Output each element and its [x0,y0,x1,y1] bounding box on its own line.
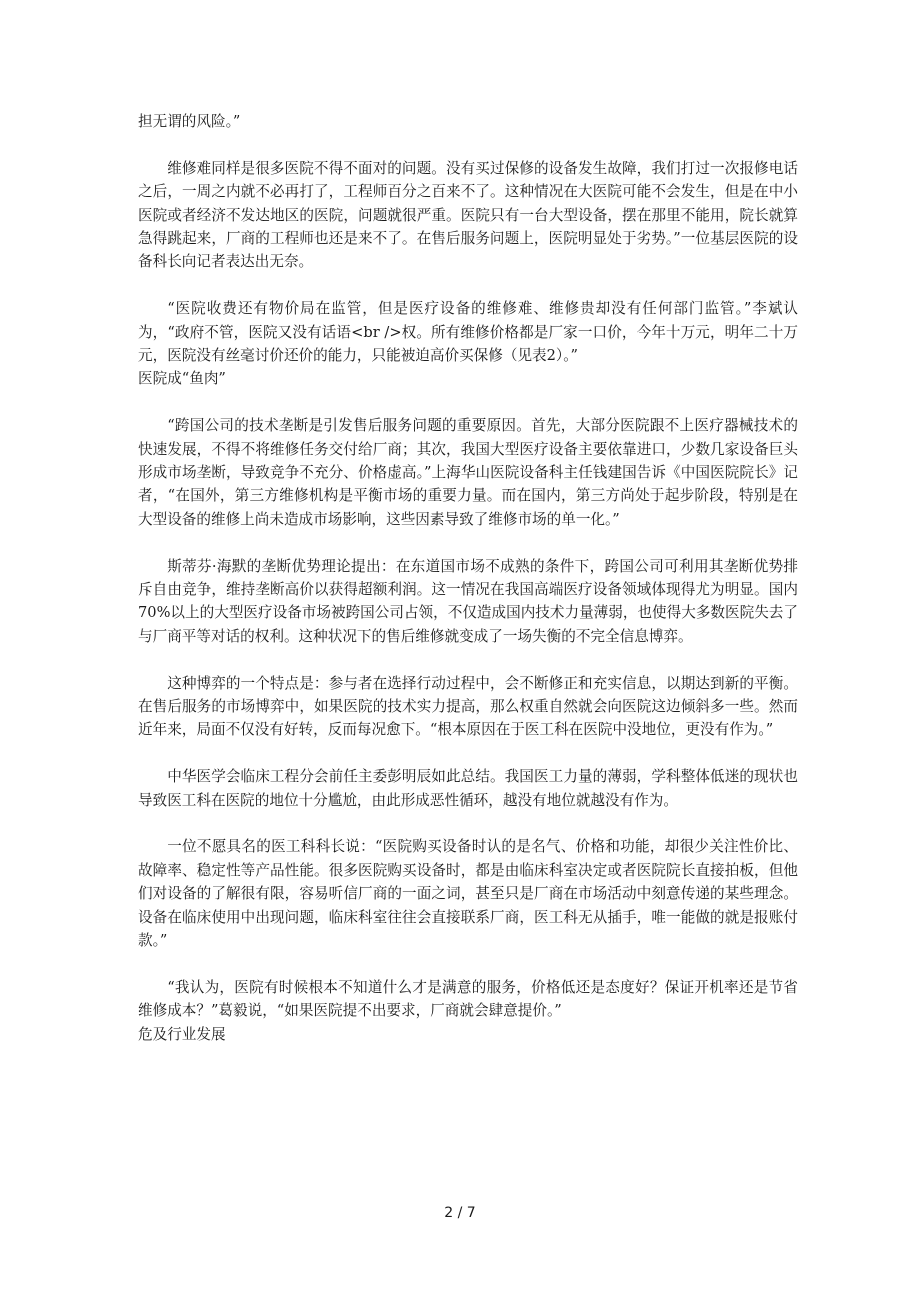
paragraph-5: 斯蒂芬·海默的垄断优势理论提出：在东道国市场不成熟的条件下，跨国公司可利用其垄断优势排斥自由竞争，维持垄断高价以获得超额利润。这一情况在我国高端医疗设备领域体现得尤为明显。国内70%以上的大型医疗设备市场被跨国公司占领，不仅造成国内技术力量薄弱，也使得大多数医院失去了与厂商平等对话的权利。这种状况下的售后维修就变成了一场失衡的不完全信息博弈。 [138,557,798,645]
paragraph-3: “医院收费还有物价局在监管，但是医疗设备的维修难、维修贵却没有任何部门监管。”李斌认为，“政府不管，医院又没有话语<br />权。所有维修价格都是厂家一口价，今年十万元，明年二十万元，医院没有丝毫讨价还价的能力，只能被迫高价买保修（见表2）。” [138,300,798,365]
paragraph-9: “我认为，医院有时候根本不知道什么才是满意的服务，价格低还是态度好？保证开机率还是节省维修成本？”葛毅说，“如果医院提不出要求，厂商就会肆意提价。” [138,978,798,1020]
paragraph-2: 维修难同样是很多医院不得不面对的问题。没有买过保修的设备发生故障，我们打过一次报修电话之后，一周之内就不必再打了，工程师百分之百来不了。这种情况在大医院可能不会发生，但是在中小医院或者经济不发达地区的医院，问题就很严重。医院只有一台大型设备，摆在那里不能用，院长就算急得跳起来，厂商的工程师也还是来不了。在售后服务问题上，医院明显处于劣势。”一位基层医院的设备科长向记者表达出无奈。 [138,159,798,271]
paragraph-6: 这种博弈的一个特点是：参与者在选择行动过程中，会不断修正和充实信息，以期达到新的平衡。在售后服务的市场博弈中，如果医院的技术实力提高，那么权重自然就会向医院这边倾斜多一些。然而近年来，局面不仅没有好转，反而每况愈下。“根本原因在于医工科在医院中没地位，更没有作为。” [138,674,798,739]
section-heading-fish-meat: 医院成“鱼肉” [138,370,226,388]
paragraph-4: “跨国公司的技术垄断是引发售后服务问题的重要原因。首先，大部分医院跟不上医疗器械技术的快速发展，不得不将维修任务交付给厂商；其次，我国大型医疗设备主要依靠进口，少数几家设备巨头形成市场垄断，导致竞争不充分、价格虚高。”上海华山医院设备科主任钱建国告诉《中国医院院长》记者，“在国外，第三方维修机构是平衡市场的重要力量。而在国内，第三方尚处于起步阶段，特别是在大型设备的维修上尚未造成市场影响，这些因素导致了维修市场的单一化。” [138,417,798,528]
paragraph-8: 一位不愿具名的医工科科长说：“医院购买设备时认的是名气、价格和功能，却很少关注性价比、故障率、稳定性等产品性能。很多医院购买设备时，都是由临床科室决定或者医院院长直接拍板，但他们对设备的了解很有限，容易听信厂商的一面之词，甚至只是厂商在市场活动中刻意传递的某些理念。设备在临床使用中出现问题，临床科室往往会直接联系厂商，医工科无从插手，唯一能做的就是报账付款。” [138,838,798,950]
paragraph-1: 担无谓的风险。” [138,113,241,130]
page-number: 2 / 7 [444,1205,476,1221]
document-body [138,110,798,1046]
section-heading-industry: 危及行业发展 [138,1025,226,1043]
paragraph-7: 中华医学会临床工程分会前任主委彭明辰如此总结。我国医工力量的薄弱，学科整体低迷的现状也导致医工科在医院的地位十分尴尬，由此形成恶性循环，越没有地位就越没有作为。 [138,768,798,809]
